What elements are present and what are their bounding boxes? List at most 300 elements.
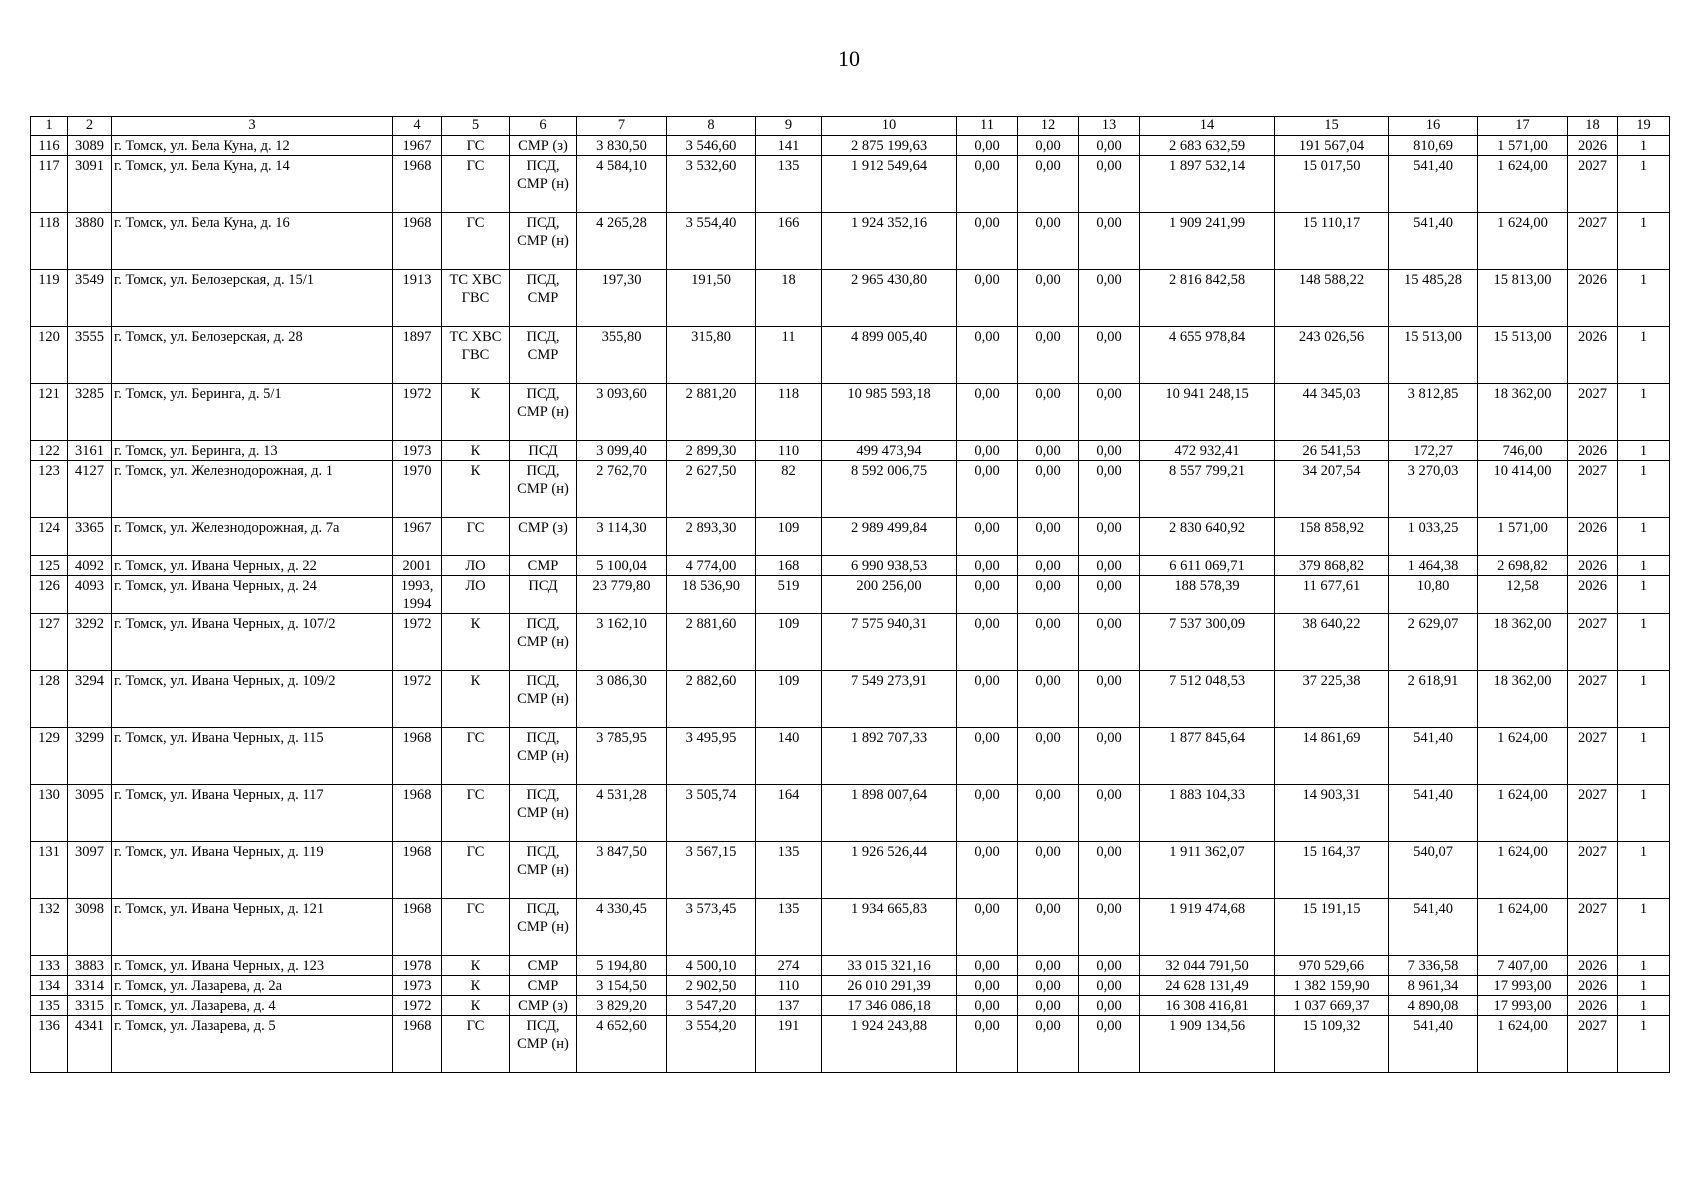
table-cell: 3 554,20 [667, 1016, 756, 1073]
table-cell: 1967 [393, 518, 442, 556]
table-cell: 0,00 [1018, 576, 1079, 614]
table-cell: 0,00 [957, 976, 1018, 996]
table-cell: 4 500,10 [667, 956, 756, 976]
table-cell: 2 683 632,59 [1140, 136, 1275, 156]
table-row [31, 441, 1670, 461]
table-row [31, 671, 1670, 728]
table-cell: 1968 [393, 842, 442, 899]
table-cell: 1 [1618, 899, 1670, 956]
table-cell: 0,00 [957, 899, 1018, 956]
table-cell: г. Томск, ул. Железнодорожная, д. 1 [112, 461, 393, 518]
table-cell: 0,00 [957, 996, 1018, 1016]
header-row [31, 117, 1670, 136]
table-cell: 3091 [68, 156, 112, 213]
table-cell: 1 897 532,14 [1140, 156, 1275, 213]
table-cell: 1968 [393, 1016, 442, 1073]
column-header: 11 [957, 117, 1018, 136]
column-header: 1 [31, 117, 68, 136]
table-cell: г. Томск, ул. Ивана Черных, д. 117 [112, 785, 393, 842]
table-cell: 1 [1618, 728, 1670, 785]
table-cell: 1 [1618, 270, 1670, 327]
table-cell: 6 990 938,53 [822, 556, 957, 576]
table-cell: 3294 [68, 671, 112, 728]
table-cell: г. Томск, ул. Беринга, д. 5/1 [112, 384, 393, 441]
table-cell: 14 861,69 [1275, 728, 1389, 785]
table-cell: 2 627,50 [667, 461, 756, 518]
table-cell: ЛО [442, 556, 510, 576]
table-cell: 2027 [1568, 842, 1618, 899]
table-cell: 0,00 [1079, 671, 1140, 728]
table-cell: 0,00 [957, 213, 1018, 270]
table-cell: 148 588,22 [1275, 270, 1389, 327]
table-cell: г. Томск, ул. Ивана Черных, д. 121 [112, 899, 393, 956]
table-cell: 191 [756, 1016, 822, 1073]
table-cell: 0,00 [1018, 842, 1079, 899]
table-cell: 379 868,82 [1275, 556, 1389, 576]
table-cell: 0,00 [1018, 614, 1079, 671]
table-cell: СМР [510, 956, 577, 976]
table-cell: 0,00 [1079, 728, 1140, 785]
table-cell: 12,58 [1478, 576, 1568, 614]
column-header: 13 [1079, 117, 1140, 136]
table-cell: 191 567,04 [1275, 136, 1389, 156]
table-cell: 0,00 [1018, 213, 1079, 270]
table-cell: 0,00 [1079, 614, 1140, 671]
table-cell: 1 571,00 [1478, 136, 1568, 156]
table-cell: 1 [1618, 461, 1670, 518]
table-cell: 0,00 [957, 576, 1018, 614]
table-cell: 4 330,45 [577, 899, 667, 956]
column-header: 19 [1618, 117, 1670, 136]
table-cell: 1968 [393, 213, 442, 270]
table-cell: 1 [1618, 842, 1670, 899]
table-cell: 130 [31, 785, 68, 842]
table-cell: г. Томск, ул. Ивана Черных, д. 115 [112, 728, 393, 785]
table-cell: 2 618,91 [1389, 671, 1478, 728]
table-cell: ГС [442, 156, 510, 213]
table-row [31, 270, 1670, 327]
table-cell: 243 026,56 [1275, 327, 1389, 384]
table-cell: ТС ХВС ГВС [442, 270, 510, 327]
table-cell: 2027 [1568, 785, 1618, 842]
table-cell: 191,50 [667, 270, 756, 327]
table-cell: 541,40 [1389, 728, 1478, 785]
table-cell: 2026 [1568, 270, 1618, 327]
table-cell: 541,40 [1389, 213, 1478, 270]
column-header: 8 [667, 117, 756, 136]
table-cell: 519 [756, 576, 822, 614]
table-cell: 1972 [393, 671, 442, 728]
table-cell: г. Томск, ул. Белозерская, д. 15/1 [112, 270, 393, 327]
table-cell: 1 [1618, 614, 1670, 671]
table-cell: г. Томск, ул. Лазарева, д. 2а [112, 976, 393, 996]
table-cell: г. Томск, ул. Ивана Черных, д. 22 [112, 556, 393, 576]
table-row [31, 136, 1670, 156]
table-cell: 0,00 [1018, 327, 1079, 384]
table-cell: 540,07 [1389, 842, 1478, 899]
table-cell: 1 883 104,33 [1140, 785, 1275, 842]
table-cell: ПСД, СМР (н) [510, 671, 577, 728]
table-row [31, 956, 1670, 976]
table-cell: К [442, 996, 510, 1016]
table-cell: 3 114,30 [577, 518, 667, 556]
table-cell: К [442, 441, 510, 461]
table-cell: ГС [442, 785, 510, 842]
table-cell: ГС [442, 518, 510, 556]
table-cell: 11 [756, 327, 822, 384]
table-cell: 3 505,74 [667, 785, 756, 842]
table-cell: 3 162,10 [577, 614, 667, 671]
table-cell: 16 308 416,81 [1140, 996, 1275, 1016]
table-cell: 7 336,58 [1389, 956, 1478, 976]
column-header: 2 [68, 117, 112, 136]
table-cell: 0,00 [957, 327, 1018, 384]
table-cell: г. Томск, ул. Лазарева, д. 5 [112, 1016, 393, 1073]
table-cell: 110 [756, 441, 822, 461]
table-cell: 1972 [393, 614, 442, 671]
table-cell: 0,00 [1018, 728, 1079, 785]
table-cell: 0,00 [1079, 976, 1140, 996]
table-cell: 2 629,07 [1389, 614, 1478, 671]
table-cell: 3 573,45 [667, 899, 756, 956]
table-cell: 746,00 [1478, 441, 1568, 461]
table-cell: 118 [31, 213, 68, 270]
table-cell: 2 762,70 [577, 461, 667, 518]
table-cell: 17 993,00 [1478, 996, 1568, 1016]
table-cell: 124 [31, 518, 68, 556]
table-cell: К [442, 956, 510, 976]
table-cell: ПСД, СМР [510, 327, 577, 384]
table-cell: 0,00 [957, 384, 1018, 441]
table-cell: 3089 [68, 136, 112, 156]
table-cell: 0,00 [957, 441, 1018, 461]
table-cell: г. Томск, ул. Ивана Черных, д. 119 [112, 842, 393, 899]
table-cell: 2 989 499,84 [822, 518, 957, 556]
table-cell: СМР [510, 976, 577, 996]
table-row [31, 1016, 1670, 1073]
table-cell: 2026 [1568, 956, 1618, 976]
column-header: 16 [1389, 117, 1478, 136]
table-cell: 1973 [393, 976, 442, 996]
table-cell: 355,80 [577, 327, 667, 384]
table-cell: 17 346 086,18 [822, 996, 957, 1016]
table-cell: 1 892 707,33 [822, 728, 957, 785]
table-cell: 0,00 [957, 156, 1018, 213]
table-row [31, 518, 1670, 556]
table-cell: 2 881,20 [667, 384, 756, 441]
table-cell: 0,00 [957, 136, 1018, 156]
table-cell: 110 [756, 976, 822, 996]
table-cell: 131 [31, 842, 68, 899]
table-cell: 810,69 [1389, 136, 1478, 156]
table-cell: 0,00 [1018, 899, 1079, 956]
table-cell: 1 624,00 [1478, 213, 1568, 270]
table-cell: 541,40 [1389, 785, 1478, 842]
table-cell: г. Томск, ул. Железнодорожная, д. 7а [112, 518, 393, 556]
table-row [31, 996, 1670, 1016]
table-cell: 1968 [393, 785, 442, 842]
table-row [31, 785, 1670, 842]
table-cell: 1967 [393, 136, 442, 156]
table-cell: 3 086,30 [577, 671, 667, 728]
column-header: 7 [577, 117, 667, 136]
table-cell: 2 899,30 [667, 441, 756, 461]
table-cell: 3 554,40 [667, 213, 756, 270]
table-cell: 2026 [1568, 518, 1618, 556]
table-cell: ГС [442, 842, 510, 899]
table-cell: 1 924 352,16 [822, 213, 957, 270]
table-cell: 18 362,00 [1478, 671, 1568, 728]
column-header: 5 [442, 117, 510, 136]
table-cell: 0,00 [1079, 556, 1140, 576]
table-cell: 4 584,10 [577, 156, 667, 213]
table-cell: 37 225,38 [1275, 671, 1389, 728]
table-cell: г. Томск, ул. Белозерская, д. 28 [112, 327, 393, 384]
table-cell: 4 652,60 [577, 1016, 667, 1073]
table-cell: 4341 [68, 1016, 112, 1073]
table-cell: 188 578,39 [1140, 576, 1275, 614]
table-cell: 1972 [393, 996, 442, 1016]
table-cell: 0,00 [1079, 956, 1140, 976]
table-cell: 1 624,00 [1478, 728, 1568, 785]
table-cell: 1913 [393, 270, 442, 327]
table-cell: 3 812,85 [1389, 384, 1478, 441]
table-cell: 3315 [68, 996, 112, 1016]
column-header: 14 [1140, 117, 1275, 136]
table-cell: ПСД, СМР (н) [510, 213, 577, 270]
register-table [30, 116, 1670, 1073]
table-body [31, 136, 1670, 1073]
table-cell: 4 899 005,40 [822, 327, 957, 384]
table-cell: 123 [31, 461, 68, 518]
table-cell: 1 [1618, 384, 1670, 441]
table-cell: 0,00 [1079, 136, 1140, 156]
table-cell: 3555 [68, 327, 112, 384]
table-cell: СМР [510, 556, 577, 576]
table-cell: 1 924 243,88 [822, 1016, 957, 1073]
table-cell: 3 567,15 [667, 842, 756, 899]
table-cell: 3549 [68, 270, 112, 327]
table-cell: 2027 [1568, 461, 1618, 518]
table-cell: ПСД, СМР (н) [510, 1016, 577, 1073]
table-row [31, 384, 1670, 441]
table-cell: 1 624,00 [1478, 899, 1568, 956]
table-cell: 1 911 362,07 [1140, 842, 1275, 899]
table-cell: 2026 [1568, 576, 1618, 614]
table-cell: 0,00 [1018, 518, 1079, 556]
table-cell: 1 [1618, 518, 1670, 556]
table-cell: ПСД, СМР (н) [510, 842, 577, 899]
table-cell: 7 575 940,31 [822, 614, 957, 671]
table-cell: 15 513,00 [1389, 327, 1478, 384]
table-cell: 166 [756, 213, 822, 270]
table-cell: ЛО [442, 576, 510, 614]
table-cell: 1978 [393, 956, 442, 976]
table-cell: 541,40 [1389, 156, 1478, 213]
column-header: 15 [1275, 117, 1389, 136]
table-cell: 26 010 291,39 [822, 976, 957, 996]
table-cell: 0,00 [957, 1016, 1018, 1073]
table-cell: 1 [1618, 785, 1670, 842]
table-cell: 970 529,66 [1275, 956, 1389, 976]
table-cell: 3365 [68, 518, 112, 556]
table-cell: г. Томск, ул. Ивана Черных, д. 107/2 [112, 614, 393, 671]
table-cell: г. Томск, ул. Ивана Черных, д. 24 [112, 576, 393, 614]
table-cell: 3 093,60 [577, 384, 667, 441]
table-cell: 1 912 549,64 [822, 156, 957, 213]
table-cell: 140 [756, 728, 822, 785]
table-cell: 0,00 [957, 270, 1018, 327]
table-cell: 10 941 248,15 [1140, 384, 1275, 441]
table-cell: СМР (з) [510, 136, 577, 156]
table-cell: 1 [1618, 576, 1670, 614]
table-cell: 0,00 [957, 785, 1018, 842]
table-cell: 5 194,80 [577, 956, 667, 976]
table-cell: 2001 [393, 556, 442, 576]
table-cell: 33 015 321,16 [822, 956, 957, 976]
table-cell: 4 531,28 [577, 785, 667, 842]
table-cell: 3095 [68, 785, 112, 842]
table-cell: г. Томск, ул. Беринга, д. 13 [112, 441, 393, 461]
table-cell: 1 [1618, 976, 1670, 996]
table-cell: 1 919 474,68 [1140, 899, 1275, 956]
table-row [31, 976, 1670, 996]
table-cell: 24 628 131,49 [1140, 976, 1275, 996]
column-header: 3 [112, 117, 393, 136]
column-header: 18 [1568, 117, 1618, 136]
table-cell: СМР (з) [510, 518, 577, 556]
table-cell: 2 830 640,92 [1140, 518, 1275, 556]
page-number: 10 [838, 46, 860, 71]
table-cell: 126 [31, 576, 68, 614]
table-cell: 4 265,28 [577, 213, 667, 270]
table-cell: 2 902,50 [667, 976, 756, 996]
table-cell: 3 830,50 [577, 136, 667, 156]
table-cell: 1 033,25 [1389, 518, 1478, 556]
table-cell: 499 473,94 [822, 441, 957, 461]
table-cell: 10 985 593,18 [822, 384, 957, 441]
table-cell: 0,00 [1079, 1016, 1140, 1073]
table-cell: 1 898 007,64 [822, 785, 957, 842]
table-cell: 122 [31, 441, 68, 461]
table-cell: 141 [756, 136, 822, 156]
table-cell: 0,00 [1079, 327, 1140, 384]
table-cell: 0,00 [1079, 518, 1140, 556]
table-cell: ПСД, СМР (н) [510, 728, 577, 785]
table-cell: 18 362,00 [1478, 384, 1568, 441]
table-cell: 132 [31, 899, 68, 956]
table-cell: ГС [442, 728, 510, 785]
table-cell: 1 [1618, 671, 1670, 728]
table-cell: 0,00 [957, 556, 1018, 576]
table-cell: 117 [31, 156, 68, 213]
table-cell: 2027 [1568, 213, 1618, 270]
table-cell: 4 890,08 [1389, 996, 1478, 1016]
table-cell: 0,00 [1018, 671, 1079, 728]
table-cell: 17 993,00 [1478, 976, 1568, 996]
table-row [31, 556, 1670, 576]
table-cell: 1968 [393, 156, 442, 213]
table-cell: К [442, 384, 510, 441]
table-cell: ПСД [510, 441, 577, 461]
table-cell: 11 677,61 [1275, 576, 1389, 614]
table-cell: 109 [756, 614, 822, 671]
table-cell: 4 774,00 [667, 556, 756, 576]
table-cell: 315,80 [667, 327, 756, 384]
table-cell: 164 [756, 785, 822, 842]
table-cell: 120 [31, 327, 68, 384]
table-cell: 1970 [393, 461, 442, 518]
table-cell: г. Томск, ул. Бела Куна, д. 16 [112, 213, 393, 270]
table-cell: 3 495,95 [667, 728, 756, 785]
table-cell: 2 882,60 [667, 671, 756, 728]
table-row [31, 614, 1670, 671]
table-cell: ТС ХВС ГВС [442, 327, 510, 384]
table-cell: 0,00 [1018, 956, 1079, 976]
table-cell: 1 909 241,99 [1140, 213, 1275, 270]
table-cell: 135 [756, 156, 822, 213]
table-cell: 1 624,00 [1478, 1016, 1568, 1073]
table-cell: 3299 [68, 728, 112, 785]
table-cell: 8 961,34 [1389, 976, 1478, 996]
table-cell: 168 [756, 556, 822, 576]
table-cell: 1972 [393, 384, 442, 441]
table-cell: 34 207,54 [1275, 461, 1389, 518]
table-cell: К [442, 671, 510, 728]
table-cell: 1 [1618, 996, 1670, 1016]
table-cell: 0,00 [957, 728, 1018, 785]
table-cell: 1 [1618, 1016, 1670, 1073]
table-cell: ПСД, СМР (н) [510, 461, 577, 518]
table-cell: 0,00 [957, 671, 1018, 728]
table-cell: 1897 [393, 327, 442, 384]
table-cell: 0,00 [1079, 441, 1140, 461]
table-cell: 1 382 159,90 [1275, 976, 1389, 996]
table-cell: 1 [1618, 956, 1670, 976]
table-cell: 1993, 1994 [393, 576, 442, 614]
table-cell: 1973 [393, 441, 442, 461]
table-cell: ГС [442, 899, 510, 956]
table-cell: 2 875 199,63 [822, 136, 957, 156]
table-cell: ГС [442, 136, 510, 156]
table-cell: 0,00 [1079, 384, 1140, 441]
table-cell: 7 407,00 [1478, 956, 1568, 976]
table-cell: 0,00 [1018, 270, 1079, 327]
column-header: 17 [1478, 117, 1568, 136]
table-cell: 541,40 [1389, 899, 1478, 956]
table-cell: 7 537 300,09 [1140, 614, 1275, 671]
table-cell: 4 655 978,84 [1140, 327, 1275, 384]
table-cell: 2026 [1568, 136, 1618, 156]
table-cell: 2027 [1568, 1016, 1618, 1073]
table-cell: 0,00 [1079, 270, 1140, 327]
table-cell: ПСД, СМР [510, 270, 577, 327]
table-cell: 0,00 [957, 461, 1018, 518]
table-cell: 1 926 526,44 [822, 842, 957, 899]
table-cell: 18 362,00 [1478, 614, 1568, 671]
table-cell: 2027 [1568, 671, 1618, 728]
table-cell: 15 164,37 [1275, 842, 1389, 899]
table-cell: К [442, 976, 510, 996]
table-cell: 3 154,50 [577, 976, 667, 996]
table-cell: 0,00 [1018, 976, 1079, 996]
table-cell: 158 858,92 [1275, 518, 1389, 556]
table-cell: 3 532,60 [667, 156, 756, 213]
table-cell: 109 [756, 518, 822, 556]
table-cell: 472 932,41 [1140, 441, 1275, 461]
table-cell: 18 [756, 270, 822, 327]
table-cell: 3 546,60 [667, 136, 756, 156]
